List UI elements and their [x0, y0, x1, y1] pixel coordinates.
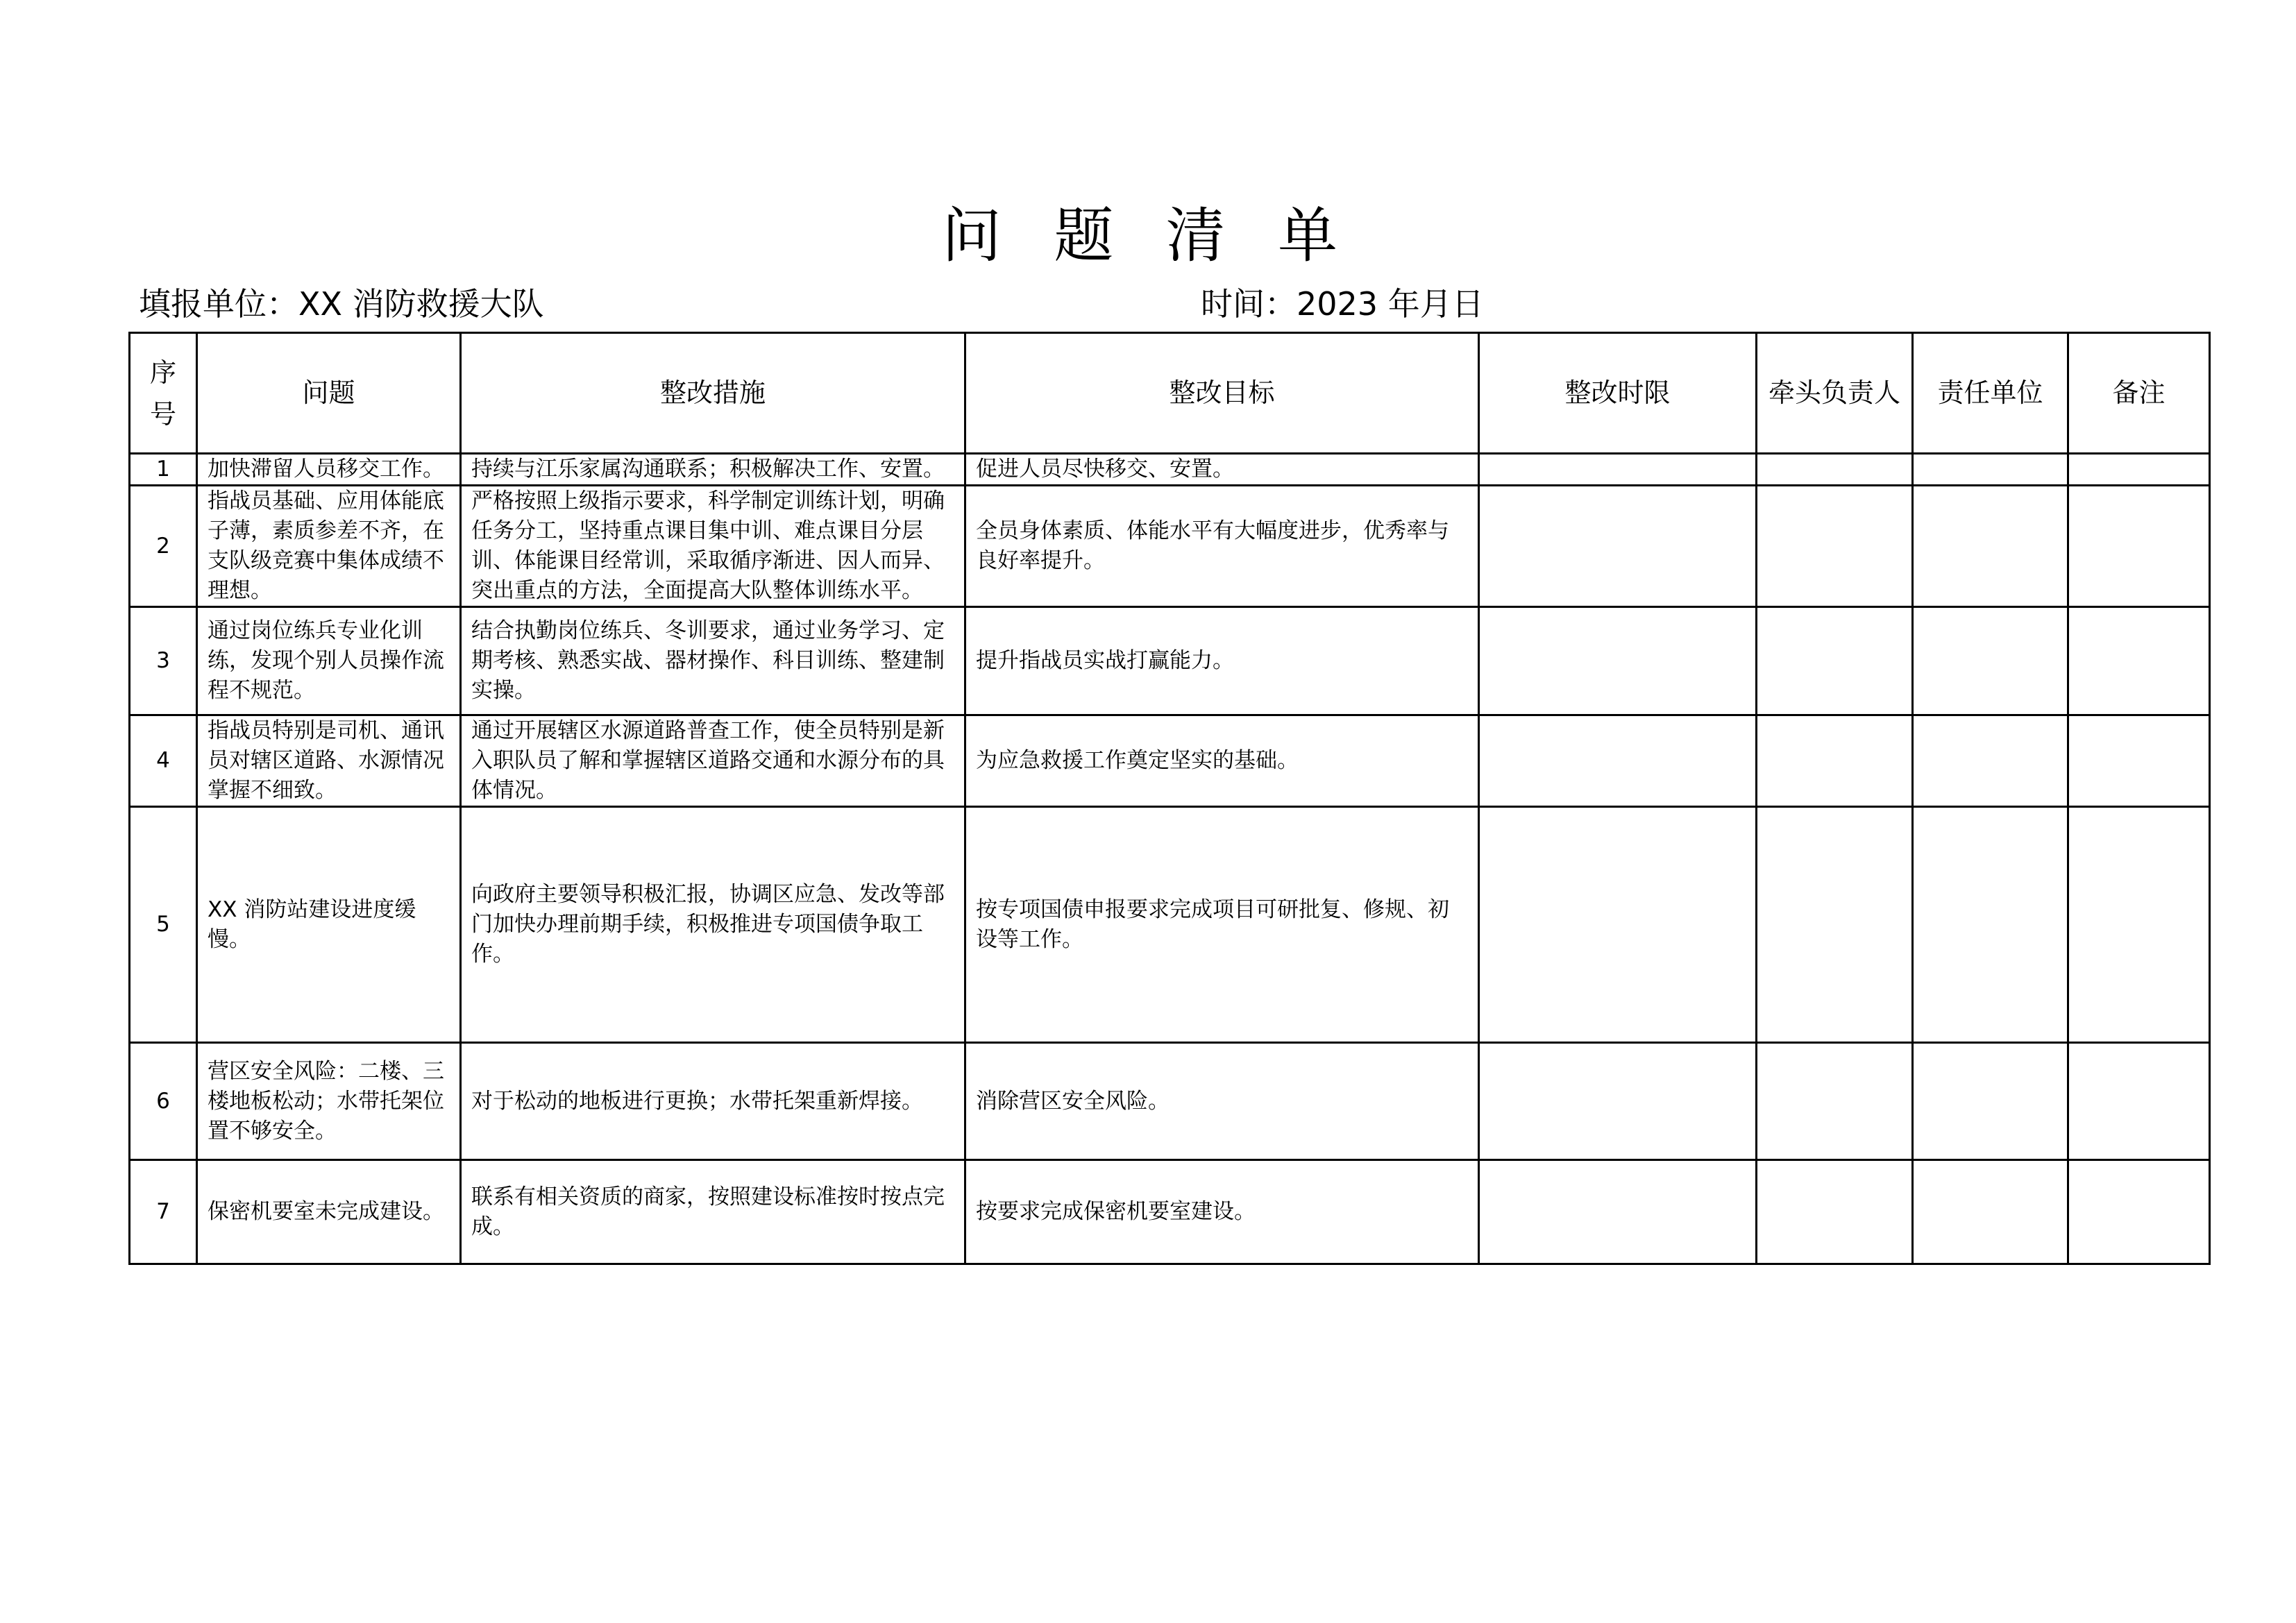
cell-problem: 保密机要室未完成建设。 [197, 1160, 461, 1264]
cell-measures: 严格按照上级指示要求，科学制定训练计划，明确任务分工，坚持重点课目集中训、难点课目分层训、体能课目经常训，采取循序渐进、因人而异、突出重点的方法，全面提高大队整体训练水平。 [461, 486, 965, 607]
header-remarks: 备注 [2068, 333, 2210, 454]
cell-problem: 指战员基础、应用体能底子薄，素质参差不齐，在支队级竞赛中集体成绩不理想。 [197, 486, 461, 607]
cell-problem: 指战员特别是司机、通讯员对辖区道路、水源情况掌握不细致。 [197, 715, 461, 807]
cell-leader [1757, 715, 1913, 807]
cell-goal: 消除营区安全风险。 [965, 1043, 1479, 1160]
cell-measures: 通过开展辖区水源道路普查工作，使全员特别是新入职队员了解和掌握辖区道路交通和水源分布的具体情况。 [461, 715, 965, 807]
cell-remarks [2068, 486, 2210, 607]
table-row [130, 1043, 2210, 1160]
table-row [130, 486, 2210, 607]
cell-leader [1757, 486, 1913, 607]
cell-goal: 为应急救援工作奠定坚实的基础。 [965, 715, 1479, 807]
table-row [130, 607, 2210, 715]
cell-deadline [1479, 607, 1757, 715]
cell-leader [1757, 454, 1913, 486]
cell-remarks [2068, 454, 2210, 486]
cell-deadline [1479, 486, 1757, 607]
cell-unit [1913, 486, 2068, 607]
problem-list-table [128, 332, 2211, 1265]
table-row [130, 1160, 2210, 1264]
header-row [130, 333, 2210, 454]
cell-measures: 向政府主要领导积极汇报，协调区应急、发改等部门加快办理前期手续，积极推进专项国债争取工作。 [461, 807, 965, 1043]
cell-measures: 对于松动的地板进行更换；水带托架重新焊接。 [461, 1043, 965, 1160]
cell-unit [1913, 1160, 2068, 1264]
cell-remarks [2068, 807, 2210, 1043]
table-row [130, 454, 2210, 486]
cell-leader [1757, 1043, 1913, 1160]
cell-problem: 加快滞留人员移交工作。 [197, 454, 461, 486]
cell-seq: 1 [130, 454, 197, 486]
cell-seq: 5 [130, 807, 197, 1043]
header-leader: 牵头负责人 [1757, 333, 1913, 454]
cell-measures: 联系有相关资质的商家，按照建设标准按时按点完成。 [461, 1160, 965, 1264]
header-problem: 问题 [197, 333, 461, 454]
cell-unit [1913, 454, 2068, 486]
cell-unit [1913, 715, 2068, 807]
cell-goal: 全员身体素质、体能水平有大幅度进步，优秀率与良好率提升。 [965, 486, 1479, 607]
cell-problem: 通过岗位练兵专业化训练，发现个别人员操作流程不规范。 [197, 607, 461, 715]
cell-measures: 结合执勤岗位练兵、冬训要求，通过业务学习、定期考核、熟悉实战、器材操作、科目训练、整建制实操。 [461, 607, 965, 715]
cell-deadline [1479, 807, 1757, 1043]
cell-seq: 7 [130, 1160, 197, 1264]
cell-problem: XX 消防站建设进度缓慢。 [197, 807, 461, 1043]
cell-unit [1913, 807, 2068, 1043]
cell-goal: 促进人员尽快移交、安置。 [965, 454, 1479, 486]
cell-seq: 2 [130, 486, 197, 607]
table-row [130, 807, 2210, 1043]
cell-leader [1757, 607, 1913, 715]
cell-unit [1913, 607, 2068, 715]
reporting-unit: 填报单位：XX 消防救援大队 [139, 285, 544, 323]
document-title: 问 题 清 单 [941, 201, 1354, 271]
cell-remarks [2068, 715, 2210, 807]
cell-goal: 提升指战员实战打赢能力。 [965, 607, 1479, 715]
cell-remarks [2068, 607, 2210, 715]
cell-deadline [1479, 1160, 1757, 1264]
cell-seq: 4 [130, 715, 197, 807]
cell-goal: 按要求完成保密机要室建设。 [965, 1160, 1479, 1264]
header-unit: 责任单位 [1913, 333, 2068, 454]
header-seq: 序 号 [130, 333, 197, 454]
header-goal: 整改目标 [965, 333, 1479, 454]
cell-problem: 营区安全风险：二楼、三楼地板松动；水带托架位置不够安全。 [197, 1043, 461, 1160]
cell-remarks [2068, 1160, 2210, 1264]
cell-unit [1913, 1043, 2068, 1160]
table-row [130, 715, 2210, 807]
header-measures: 整改措施 [461, 333, 965, 454]
cell-seq: 6 [130, 1043, 197, 1160]
cell-deadline [1479, 715, 1757, 807]
cell-measures: 持续与江乐家属沟通联系；积极解决工作、安置。 [461, 454, 965, 486]
cell-remarks [2068, 1043, 2210, 1160]
header-deadline: 整改时限 [1479, 333, 1757, 454]
cell-leader [1757, 1160, 1913, 1264]
report-time: 时间：2023 年月日 [1201, 285, 1484, 323]
cell-goal: 按专项国债申报要求完成项目可研批复、修规、初设等工作。 [965, 807, 1479, 1043]
cell-seq: 3 [130, 607, 197, 715]
cell-deadline [1479, 454, 1757, 486]
cell-deadline [1479, 1043, 1757, 1160]
cell-leader [1757, 807, 1913, 1043]
